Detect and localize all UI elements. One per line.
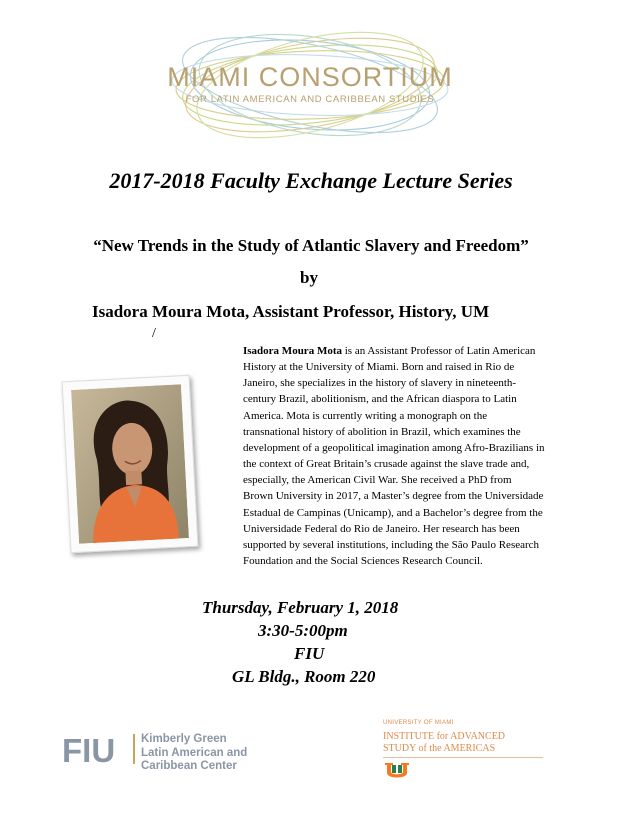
speaker-photo-image [71, 384, 189, 544]
bio-line: Foundation and the Social Sciences Research Council. [243, 555, 483, 568]
event-venue: FIU [294, 644, 325, 663]
bio-line: especially, the American Civil War. She received a PhD from [243, 474, 512, 487]
bio-line: development of a geopolitical imagination among Afro-Brazilians in [243, 441, 545, 454]
bio-line: supported by several institutions, including the São Paulo Research [243, 538, 540, 551]
speaker-photo [62, 375, 199, 553]
bio-line: Brown University in 2017, a Master’s degree from the Universidade [243, 490, 544, 503]
event-room: GL Bldg., Room 220 [232, 667, 376, 686]
um-institute-name [383, 731, 505, 755]
fiu-center-name [141, 733, 247, 774]
um-label: UNIVERSITY OF MIAMI [383, 720, 454, 726]
um-u-logo-icon [383, 761, 411, 779]
fiu-center-line: Kimberly Green [141, 733, 227, 745]
bio-line: History at the University of Miami. Born and raised in Rio de [243, 361, 515, 374]
um-institute-line: STUDY of the AMERICAS [383, 743, 496, 754]
event-date: Thursday, February 1, 2018 [202, 598, 399, 617]
fiu-logo-mark [62, 732, 136, 768]
bio-name: Isadora Moura Mota [243, 345, 342, 357]
series-title: 2017-2018 Faculty Exchange Lecture Series [109, 168, 513, 193]
by-label: by [300, 268, 318, 287]
bio-line: Estadual de Campinas (Unicamp), and a Bachelor’s degree from the [243, 506, 543, 519]
stray-mark: / [152, 326, 156, 341]
bio-line: century Brazil, abolitionism, and the African diaspora to Latin [243, 393, 517, 406]
bio-line: the context of Great Britain’s crusade against the slave trade and, [243, 458, 530, 471]
logo-title: MIAMI CONSORTIUM [167, 62, 453, 92]
um-institute-line: INSTITUTE for ADVANCED [383, 731, 506, 742]
bio-line: transnational history of abolition in Brazil, which examines the [243, 425, 521, 438]
lecture-title: “New Trends in the Study of Atlantic Slavery and Freedom” [93, 236, 529, 255]
speaker-line: Isadora Moura Mota, Assistant Professor, History, UM [92, 302, 490, 321]
logo-subtitle: FOR LATIN AMERICAN AND CARIBBEAN STUDIES [185, 94, 435, 105]
bio-line: Universidade Federal do Rio de Janeiro. Her research has been [243, 522, 520, 535]
fiu-center-line: Caribbean Center [141, 760, 237, 772]
fiu-mark-text: FIU [62, 732, 116, 768]
bio-line: America. Mota is currently writing a monograph on the [243, 409, 488, 422]
fiu-center-line: Latin American and [141, 746, 248, 759]
um-divider [383, 757, 543, 758]
speaker-bio [243, 343, 588, 569]
bio-line: Janeiro, she specializes in the history of slavery in nineteenth- [243, 377, 517, 390]
bio-line-1-rest: is an Assistant Professor of Latin American [342, 345, 536, 357]
bio-line-1 [243, 343, 588, 359]
event-time: 3:30-5:00pm [258, 621, 348, 640]
